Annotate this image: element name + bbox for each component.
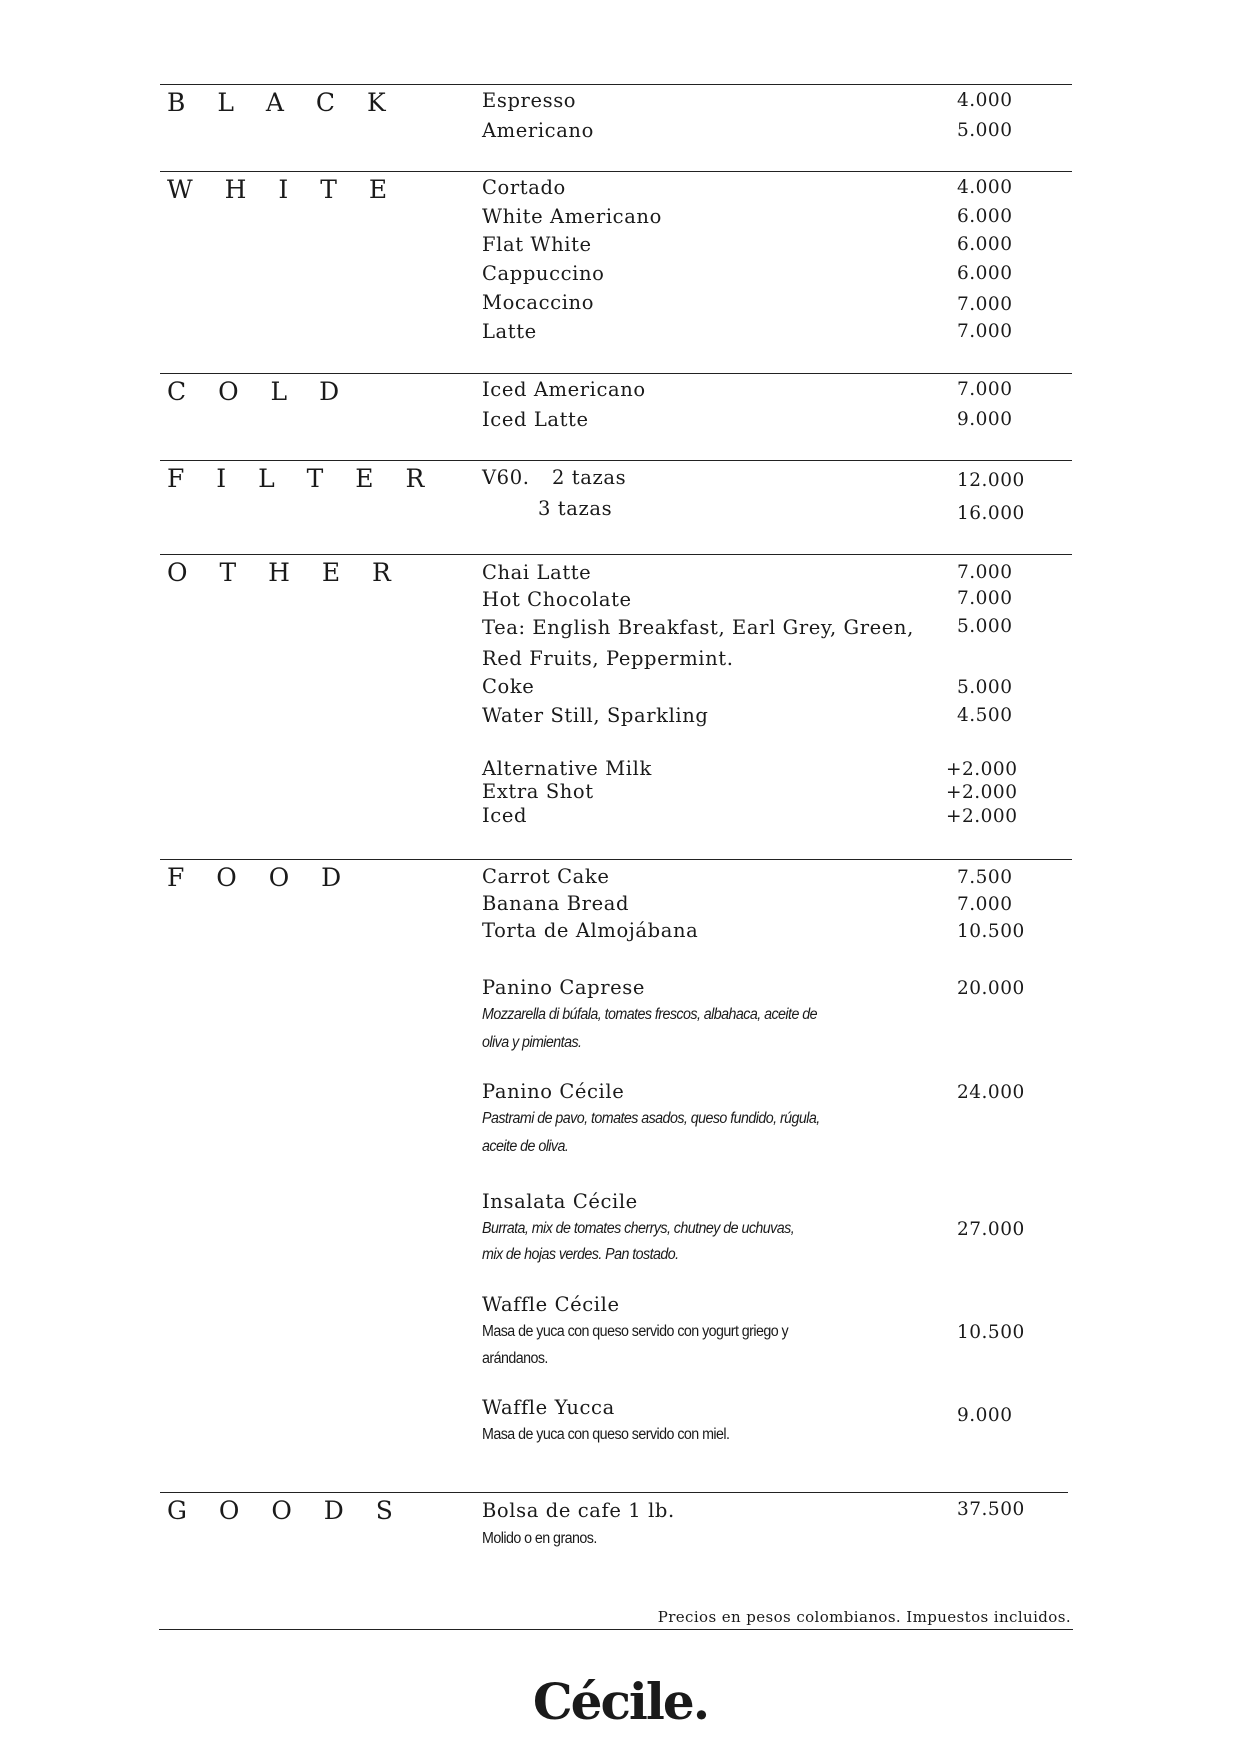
menu-price: 37.500 xyxy=(957,1499,1025,1520)
menu-item: Panino Caprese xyxy=(482,976,646,999)
menu-price: 7.500 xyxy=(957,867,1013,888)
section-title-food: F O O D xyxy=(167,863,354,892)
item-description: Mozzarella di búfala, tomates frescos, albahaca, aceite de xyxy=(482,1006,817,1023)
menu-price: 5.000 xyxy=(957,120,1013,141)
menu-item: Panino Cécile xyxy=(482,1080,625,1103)
item-description: Pastrami de pavo, tomates asados, queso fundido, rúgula, xyxy=(482,1110,820,1127)
menu-price: 9.000 xyxy=(957,409,1013,430)
section-title-filter: F I L T E R xyxy=(167,464,437,493)
menu-item: 2 tazas xyxy=(552,466,627,489)
menu-price: 6.000 xyxy=(957,234,1013,255)
price-note: Precios en pesos colombianos. Impuestos incluidos. xyxy=(657,1608,1071,1626)
menu-price: 10.500 xyxy=(957,1322,1025,1343)
menu-item: Coke xyxy=(482,675,535,698)
menu-price: 6.000 xyxy=(957,206,1013,227)
menu-item: Flat White xyxy=(482,233,592,256)
extra-item: Alternative Milk xyxy=(482,757,652,780)
extra-price: +2.000 xyxy=(946,759,1018,780)
brand-logo: Cécile. xyxy=(532,1672,709,1731)
menu-price: 20.000 xyxy=(957,978,1025,999)
item-description: Masa de yuca con queso servido con miel. xyxy=(482,1426,730,1443)
extra-price: +2.000 xyxy=(946,782,1018,803)
menu-price: 4.500 xyxy=(957,705,1013,726)
menu-item: Cortado xyxy=(482,176,566,199)
menu-item: Tea: English Breakfast, Earl Grey, Green, xyxy=(482,616,914,639)
menu-price: 12.000 xyxy=(957,470,1025,491)
menu-item: Cappuccino xyxy=(482,262,605,285)
menu-price: 7.000 xyxy=(957,379,1013,400)
menu-price: 7.000 xyxy=(957,562,1013,583)
menu-price: 7.000 xyxy=(957,294,1013,315)
menu-price: 7.000 xyxy=(957,894,1013,915)
extra-item: Iced xyxy=(482,804,528,827)
menu-item: Insalata Cécile xyxy=(482,1190,638,1213)
section-divider xyxy=(160,171,1072,172)
item-description: mix de hojas verdes. Pan tostado. xyxy=(482,1246,679,1263)
section-divider xyxy=(160,84,1072,85)
menu-price: 4.000 xyxy=(957,177,1013,198)
section-divider xyxy=(160,460,1072,461)
item-description: aceite de oliva. xyxy=(482,1138,569,1155)
item-description: Molido o en granos. xyxy=(482,1530,597,1547)
item-description: oliva y pimientas. xyxy=(482,1034,582,1051)
menu-item: Chai Latte xyxy=(482,561,592,584)
menu-price: 6.000 xyxy=(957,263,1013,284)
menu-price: 10.500 xyxy=(957,921,1025,942)
menu-item: 3 tazas xyxy=(538,497,613,520)
extra-price: +2.000 xyxy=(946,806,1018,827)
section-divider xyxy=(160,1492,1068,1493)
item-description: arándanos. xyxy=(482,1350,548,1367)
menu-item: Banana Bread xyxy=(482,892,630,915)
section-title-other: O T H E R xyxy=(167,558,403,587)
menu-item: Hot Chocolate xyxy=(482,588,632,611)
section-title-black: B L A C K xyxy=(167,88,398,117)
menu-price: 5.000 xyxy=(957,677,1013,698)
menu-item: Espresso xyxy=(482,89,577,112)
menu-item: Americano xyxy=(482,119,594,142)
menu-item: Iced Latte xyxy=(482,408,589,431)
menu-item: Waffle Yucca xyxy=(482,1396,615,1419)
section-divider xyxy=(160,554,1072,555)
section-divider xyxy=(160,373,1072,374)
menu-price: 24.000 xyxy=(957,1082,1025,1103)
menu-item: Torta de Almojábana xyxy=(482,919,699,942)
section-title-goods: G O O D S xyxy=(167,1496,405,1525)
section-title-white: W H I T E xyxy=(167,175,400,204)
section-divider xyxy=(160,859,1072,860)
menu-price: 9.000 xyxy=(957,1405,1013,1426)
menu-price: 5.000 xyxy=(957,616,1013,637)
menu-item: Mocaccino xyxy=(482,291,595,314)
footer-divider xyxy=(159,1629,1073,1630)
menu-item-label: V60. xyxy=(482,466,530,489)
menu-price: 16.000 xyxy=(957,503,1025,524)
menu-price: 4.000 xyxy=(957,90,1013,111)
menu-item: Water Still, Sparkling xyxy=(482,704,709,727)
item-description: Burrata, mix de tomates cherrys, chutney de uchuvas, xyxy=(482,1220,795,1237)
section-title-cold: C O L D xyxy=(167,377,352,406)
menu-item: Bolsa de cafe 1 lb. xyxy=(482,1499,675,1522)
menu-price: 7.000 xyxy=(957,588,1013,609)
menu-item: Red Fruits, Peppermint. xyxy=(482,647,734,670)
menu-item: Iced Americano xyxy=(482,378,646,401)
menu-price: 27.000 xyxy=(957,1219,1025,1240)
menu-item: Latte xyxy=(482,320,537,343)
extra-item: Extra Shot xyxy=(482,780,594,803)
menu-price: 7.000 xyxy=(957,321,1013,342)
item-description: Masa de yuca con queso servido con yogurt griego y xyxy=(482,1323,789,1340)
menu-item: White Americano xyxy=(482,205,662,228)
menu-item: Waffle Cécile xyxy=(482,1293,620,1316)
menu-item: Carrot Cake xyxy=(482,865,610,888)
